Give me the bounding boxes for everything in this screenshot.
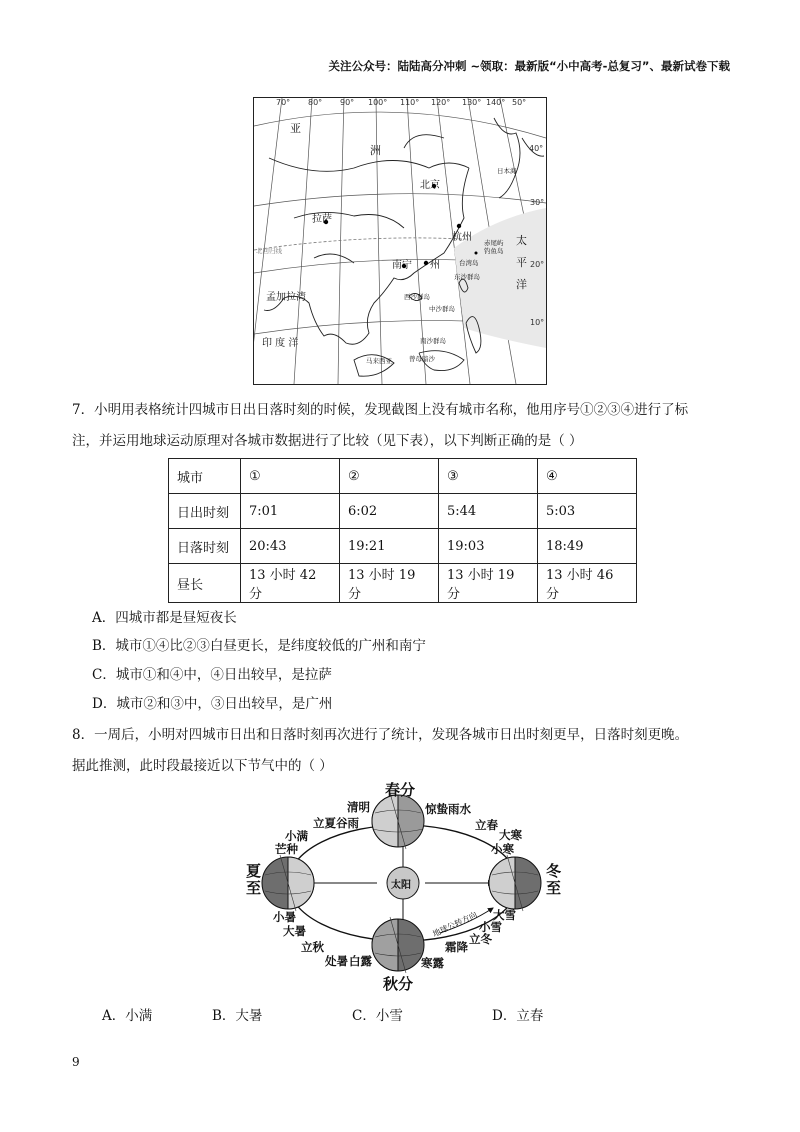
table-cell: 13 小时 42 分 (241, 564, 340, 603)
label-dahan: 大寒 (499, 828, 522, 842)
lon-tick: 100° (368, 98, 388, 107)
label-shuangjiang: 霜降 (445, 940, 468, 954)
map-label-indian-ocean: 印 度 洋 (262, 338, 299, 349)
table-cell: 7:01 (241, 494, 340, 529)
map-label-zengmu: 曾母暗沙 (409, 355, 435, 363)
q8-line-2: 据此推测，此时段最接近以下节气中的（ ） (72, 758, 333, 774)
lat-tick: 20° (530, 260, 545, 269)
table-cell: ④ (538, 459, 637, 494)
page-number: 9 (72, 1055, 80, 1069)
map-label-tropic: 北回归线 (256, 247, 282, 255)
table-cell: 19:03 (439, 529, 538, 564)
table-cell: 6:02 (340, 494, 439, 529)
map-label-pacific: 洋 (516, 278, 527, 291)
lat-tick: 40° (529, 144, 544, 153)
label-lichun: 立春 (475, 818, 498, 832)
label-xiazhi: 夏至 (244, 863, 262, 897)
lon-tick: 110° (400, 98, 420, 107)
label-hanlu: 寒露 (421, 956, 444, 970)
label-xiaoman: 小满 (285, 829, 308, 843)
label-liqiu: 立秋 (301, 940, 324, 954)
label-lidong: 立冬 (469, 932, 492, 946)
label-mangzhong: 芒种 (275, 842, 298, 856)
label-qingming: 清明 (347, 800, 370, 814)
table-row (169, 459, 637, 494)
map-label-asia: 洲 (370, 144, 381, 157)
table-cell: 日落时刻 (169, 529, 241, 564)
label-xiaohan: 小寒 (491, 842, 514, 856)
map-label-xisha: 西沙群岛 (404, 293, 430, 301)
q7-stem (72, 395, 732, 457)
map-label-japan-sea: 日本海 (497, 167, 517, 175)
lon-tick: 90° (340, 98, 355, 107)
table-row (169, 564, 637, 603)
label-orbit-direction: 地球公转方向 (431, 910, 479, 939)
map-label-diaoyu: 钓鱼岛 (484, 247, 504, 255)
q8-option-d: D．立春 (492, 1008, 544, 1024)
map-label-zhongsha: 中沙群岛 (429, 305, 455, 313)
map-label-nanning: 南宁 (392, 260, 412, 271)
label-xiaoxue: 小雪 (479, 920, 502, 934)
earth-orbit-diagram (235, 781, 570, 993)
label-sun: 太阳 (391, 880, 411, 891)
map-label-pacific: 太 (516, 234, 527, 247)
q8-stem (72, 720, 732, 782)
lon-tick: 130° (462, 98, 482, 107)
map-label-nansha: 南沙群岛 (420, 337, 446, 345)
q7-option-c: C．城市①和④中，④日出较早，是拉萨 (92, 667, 332, 683)
table-cell: 13 小时 19 分 (439, 564, 538, 603)
lon-tick: 140° (486, 98, 506, 107)
page-header: 关注公众号：陆陆高分冲刺 ~领取：最新版“小中高考-总复习”、最新试卷下载 (328, 59, 730, 73)
label-bailu: 白露 (349, 954, 372, 968)
table-cell: 20:43 (241, 529, 340, 564)
map-label-bay-bengal: 孟加拉湾 (266, 292, 306, 303)
table-cell: 5:03 (538, 494, 637, 529)
map-label-taiwan: 台湾岛 (459, 259, 479, 267)
label-jingzhe-yushui: 惊蛰雨水 (425, 802, 471, 816)
sunrise-sunset-table (168, 458, 637, 603)
map-label-guangzhou: 州 (430, 260, 440, 271)
label-chunfen: 春分 (385, 781, 416, 799)
lon-tick: 70° (276, 98, 291, 107)
label-qiufen: 秋分 (383, 975, 414, 993)
table-cell: ③ (439, 459, 538, 494)
q8-option-c: C．小雪 (352, 1008, 403, 1024)
table-cell: 13 小时 19 分 (340, 564, 439, 603)
q8-line-1: 8．一周后，小明对四城市日出和日落时刻再次进行了统计，发现各城市日出时刻更早，日落时刻更晚。 (72, 727, 689, 743)
lon-tick: 50° (512, 98, 527, 107)
label-dongzhi: 冬至 (544, 863, 562, 897)
lat-tick: 30° (530, 198, 545, 207)
map-label-dongsha: 东沙群岛 (454, 273, 480, 281)
china-map-figure (253, 97, 547, 385)
map-label-hangzhou: 杭州 (452, 232, 472, 243)
table-cell: 城市 (169, 459, 241, 494)
table-cell: 18:49 (538, 529, 637, 564)
table-cell: 13 小时 46 分 (538, 564, 637, 603)
q7-option-d: D．城市②和③中，③日出较早，是广州 (92, 696, 333, 712)
map-label-asia: 亚 (290, 122, 301, 135)
q8-option-b: B．大暑 (212, 1008, 263, 1024)
label-xiaoshu: 小暑 (273, 910, 296, 924)
map-label-beijing: 北京 (420, 180, 440, 191)
table-cell: 5:44 (439, 494, 538, 529)
table-row (169, 529, 637, 564)
q7-option-b: B．城市①④比②③白昼更长，是纬度较低的广州和南宁 (92, 638, 426, 654)
label-daxue: 大雪 (493, 908, 516, 922)
map-label-pacific: 平 (516, 256, 527, 269)
table-cell: ② (340, 459, 439, 494)
lon-tick: 120° (431, 98, 451, 107)
table-cell: ① (241, 459, 340, 494)
lon-tick: 80° (308, 98, 323, 107)
label-chushu: 处暑 (325, 954, 348, 968)
q7-line-1: 7．小明用表格统计四城市日出日落时刻的时候，发现截图上没有城市名称，他用序号①②③④进行了标 (72, 402, 689, 418)
table-cell: 昼长 (169, 564, 241, 603)
q7-line-2: 注，并运用地球运动原理对各城市数据进行了比较（见下表），以下判断正确的是（ ） (72, 433, 583, 449)
map-label-malaysia: 马来西亚 (366, 357, 392, 365)
map-label-chiwei: 赤尾屿 (484, 239, 504, 247)
label-dashu: 大暑 (283, 924, 306, 938)
q8-option-a: A．小满 (102, 1008, 153, 1024)
q7-option-a: A．四城市都是昼短夜长 (92, 610, 237, 626)
map-label-lhasa: 拉萨 (312, 214, 332, 225)
label-lixia-guyu: 立夏谷雨 (313, 816, 359, 830)
table-row (169, 494, 637, 529)
lat-tick: 10° (530, 318, 545, 327)
table-cell: 日出时刻 (169, 494, 241, 529)
table-cell: 19:21 (340, 529, 439, 564)
